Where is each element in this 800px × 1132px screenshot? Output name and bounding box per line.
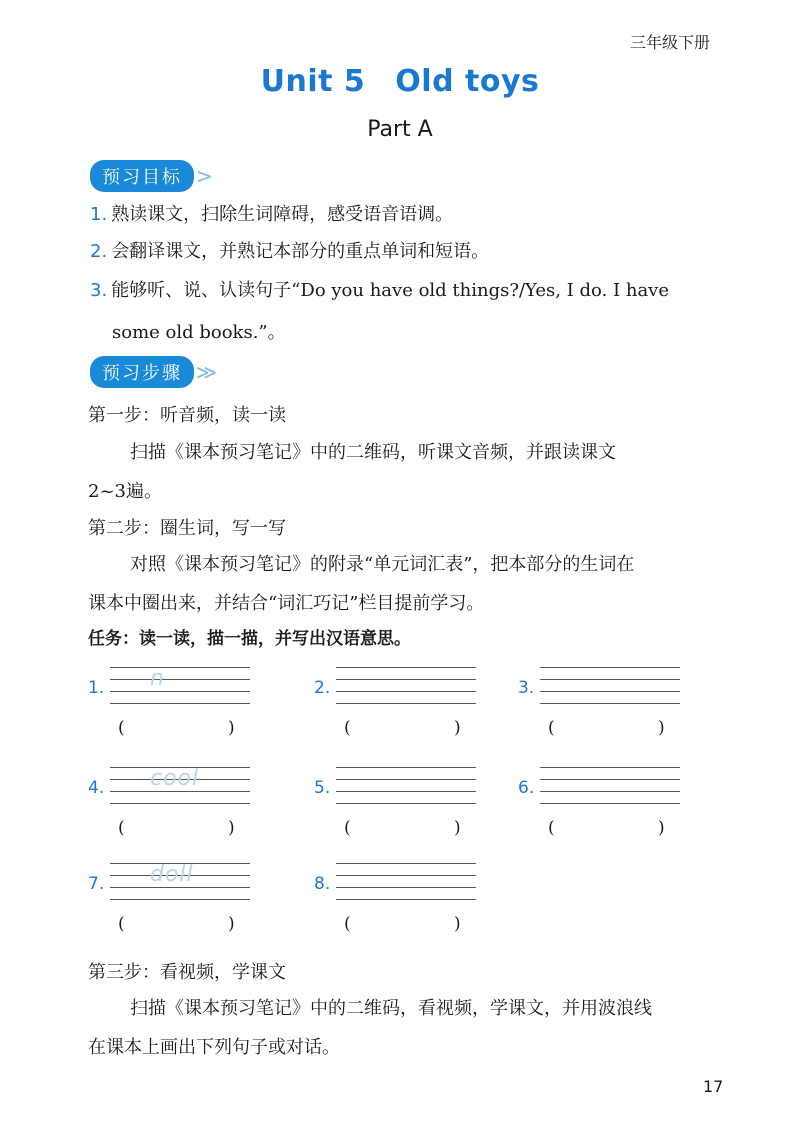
steps-badge	[90, 356, 217, 388]
writing-lines[interactable]	[110, 656, 250, 704]
writing-lines[interactable]	[336, 656, 476, 704]
answer-close-paren: )	[228, 718, 235, 738]
answer-open-paren: (	[118, 914, 125, 934]
answer-open-paren: (	[548, 818, 555, 838]
trace-item	[518, 756, 678, 856]
answer-close-paren: )	[228, 914, 235, 934]
answer-open-paren: (	[118, 818, 125, 838]
trace-item	[88, 656, 248, 756]
goal-number: 3.	[90, 280, 108, 301]
item-number: 7.	[88, 874, 105, 894]
goal-text-continued: some old books.”。	[112, 322, 286, 343]
trace-word: n	[150, 666, 165, 691]
unit-number: Unit 5	[260, 64, 366, 99]
grade-label: 三年级下册	[629, 33, 710, 52]
chevron-right-icon: >	[196, 164, 213, 188]
answer-open-paren: (	[118, 718, 125, 738]
step-paragraph: 扫描《课本预习笔记》中的二维码，看视频，学课文，并用波浪线	[130, 998, 652, 1019]
trace-item	[314, 852, 474, 952]
goal-number: 2.	[90, 241, 108, 262]
item-number: 3.	[518, 678, 535, 698]
task-heading: 任务：读一读，描一描，并写出汉语意思。	[88, 629, 411, 649]
item-number: 6.	[518, 778, 535, 798]
double-chevron-right-icon: ≫	[196, 360, 217, 384]
step-paragraph: 扫描《课本预习笔记》中的二维码，听课文音频，并跟读课文	[130, 442, 616, 463]
item-number: 1.	[88, 678, 105, 698]
writing-lines[interactable]	[336, 852, 476, 900]
answer-open-paren: (	[344, 718, 351, 738]
writing-lines[interactable]	[540, 656, 680, 704]
steps-badge-label: 预习步骤	[90, 356, 194, 388]
answer-open-paren: (	[344, 914, 351, 934]
item-number: 5.	[314, 778, 331, 798]
writing-lines[interactable]	[336, 756, 476, 804]
answer-close-paren: )	[658, 818, 665, 838]
goals-badge	[90, 160, 213, 192]
unit-title	[0, 64, 800, 99]
answer-open-paren: (	[548, 718, 555, 738]
trace-word: cool	[150, 766, 200, 791]
trace-item	[88, 756, 248, 856]
step-paragraph-continued: 2~3遍。	[88, 481, 162, 502]
answer-close-paren: )	[454, 718, 461, 738]
answer-close-paren: )	[454, 914, 461, 934]
writing-lines[interactable]	[540, 756, 680, 804]
goal-item	[90, 206, 453, 224]
step-paragraph: 对照《课本预习笔记》的附录“单元词汇表”，把本部分的生词在	[130, 554, 635, 575]
goal-item	[90, 282, 669, 300]
goal-text: 能够听、说、认读句子“Do you have old things?/Yes, I do. I have	[111, 280, 670, 301]
trace-item	[314, 656, 474, 756]
item-number: 4.	[88, 778, 105, 798]
unit-name: Old toys	[395, 64, 540, 99]
step-heading: 第三步：看视频，学课文	[88, 962, 286, 983]
step-paragraph-continued: 课本中圈出来，并结合“词汇巧记”栏目提前学习。	[88, 593, 485, 614]
trace-item	[88, 852, 248, 952]
item-number: 8.	[314, 874, 331, 894]
goal-text: 熟读课文，扫除生词障碍，感受语音语调。	[111, 204, 454, 225]
trace-item	[518, 656, 678, 756]
page-number: 17	[703, 1077, 724, 1096]
goal-number: 1.	[90, 204, 108, 225]
goals-badge-label: 预习目标	[90, 160, 194, 192]
answer-close-paren: )	[658, 718, 665, 738]
goal-item	[90, 243, 489, 261]
trace-item	[314, 756, 474, 856]
goal-text: 会翻译课文，并熟记本部分的重点单词和短语。	[111, 241, 490, 262]
step-heading: 第一步：听音频，读一读	[88, 405, 286, 426]
answer-close-paren: )	[228, 818, 235, 838]
answer-open-paren: (	[344, 818, 351, 838]
answer-close-paren: )	[454, 818, 461, 838]
item-number: 2.	[314, 678, 331, 698]
step-heading: 第二步：圈生词，写一写	[88, 518, 286, 539]
trace-word: doll	[150, 862, 194, 887]
part-title: Part A	[367, 117, 433, 142]
step-paragraph-continued: 在课本上画出下列句子或对话。	[88, 1037, 340, 1058]
